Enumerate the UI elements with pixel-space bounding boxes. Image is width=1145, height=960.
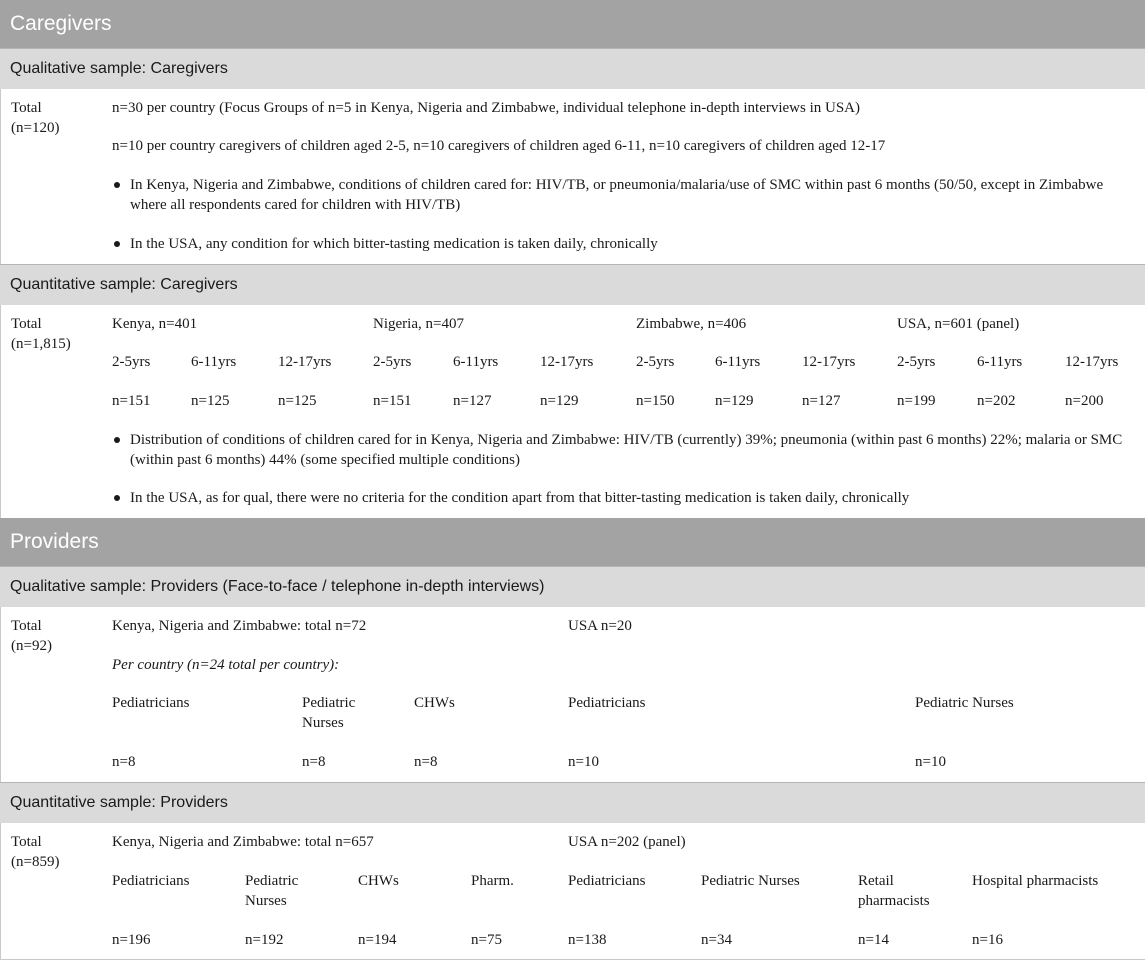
qual-caregivers-row-2: n=10 per country caregivers of children aged 2-5, n=10 caregivers of children aged 6-11, n=10 caregivers of children aged 12-17 — [102, 127, 1145, 167]
qual-count-cell: n=10 — [558, 743, 906, 783]
quant-role-cell: Pharm. — [461, 862, 559, 922]
quant-count-cell: n=14 — [848, 921, 963, 960]
count-cell: n=129 — [705, 382, 793, 422]
qual-caregivers-row-1: n=30 per country (Focus Groups of n=5 in Kenya, Nigeria and Zimbabwe, individual telephone in-depth interviews in USA) — [102, 89, 1145, 128]
qual-count-cell: n=8 — [404, 743, 559, 783]
quant-role-cell: Pediatric Nurses — [691, 862, 849, 922]
total-cell-qual-caregivers — [0, 89, 103, 265]
bullet-dot — [114, 437, 120, 443]
total-label: Total — [11, 618, 42, 634]
bullet-text: In Kenya, Nigeria and Zimbabwe, conditions of children cared for: HIV/TB, or pneumonia/malaria/use of SMC within past 6 months (50/50, except in Zimbabwe where all respondents cared for children with HIV/TB) — [130, 177, 1104, 213]
role-label: Retail pharmacists — [858, 873, 930, 909]
age-cell: 6-11yrs — [705, 343, 793, 383]
count-cell: n=129 — [530, 382, 627, 422]
quant-role-cell — [848, 862, 963, 922]
count-cell: n=202 — [967, 382, 1056, 422]
age-cell: 12-17yrs — [268, 343, 364, 383]
age-cell: 2-5yrs — [102, 343, 182, 383]
bullet-dot — [114, 182, 120, 188]
qual-caregivers-bullet-1 — [102, 166, 1145, 226]
section-heading-providers: Providers — [0, 518, 1145, 567]
count-cell: n=125 — [181, 382, 269, 422]
total-label: Total — [11, 834, 42, 850]
age-cell: 12-17yrs — [792, 343, 888, 383]
subheading-qual-providers: Qualitative sample: Providers (Face-to-face / telephone in-depth interviews) — [0, 566, 1145, 608]
count-cell: n=151 — [102, 382, 182, 422]
age-cell: 2-5yrs — [887, 343, 968, 383]
bullet-text: In the USA, as for qual, there were no criteria for the condition apart from that bitter-tasting medication is taken daily, chronically — [130, 490, 910, 506]
age-cell: 2-5yrs — [363, 343, 444, 383]
qual-knz-total: Kenya, Nigeria and Zimbabwe: total n=72 — [102, 607, 559, 647]
qual-role-cell — [292, 684, 405, 744]
qual-role-cell: Pediatric Nurses — [905, 684, 1145, 744]
qual-caregivers-bullet-2 — [102, 225, 1145, 265]
bullet-dot — [114, 241, 120, 247]
country-nigeria: Nigeria, n=407 — [363, 305, 627, 344]
section-heading-caregivers: Caregivers — [0, 0, 1145, 49]
count-cell: n=125 — [268, 382, 364, 422]
total-label: Total — [11, 100, 42, 116]
total-n: (n=120) — [11, 120, 60, 136]
age-cell: 2-5yrs — [626, 343, 706, 383]
quant-usa-total: USA n=202 (panel) — [558, 823, 1145, 863]
age-cell: 6-11yrs — [181, 343, 269, 383]
total-n: (n=859) — [11, 854, 60, 870]
quant-role-cell: CHWs — [348, 862, 462, 922]
qual-role-cell: CHWs — [404, 684, 559, 744]
qual-count-cell: n=8 — [292, 743, 405, 783]
quant-caregivers-bullet-2 — [102, 479, 1145, 519]
quant-knz-total: Kenya, Nigeria and Zimbabwe: total n=657 — [102, 823, 559, 863]
count-cell: n=150 — [626, 382, 706, 422]
country-usa: USA, n=601 (panel) — [887, 305, 1145, 344]
age-cell: 12-17yrs — [1055, 343, 1145, 383]
age-cell: 12-17yrs — [530, 343, 627, 383]
country-zimbabwe: Zimbabwe, n=406 — [626, 305, 888, 344]
quant-count-cell: n=16 — [962, 921, 1145, 960]
count-cell: n=127 — [792, 382, 888, 422]
quant-role-cell: Pediatricians — [102, 862, 236, 922]
bullet-text: In the USA, any condition for which bitter-tasting medication is taken daily, chronically — [130, 236, 658, 252]
country-kenya: Kenya, n=401 — [102, 305, 364, 344]
total-n: (n=92) — [11, 638, 52, 654]
total-cell-quant-caregivers — [0, 305, 103, 519]
count-cell: n=151 — [363, 382, 444, 422]
total-n: (n=1,815) — [11, 336, 71, 352]
total-cell-quant-providers — [0, 823, 103, 960]
qual-count-cell: n=8 — [102, 743, 293, 783]
qual-count-cell: n=10 — [905, 743, 1145, 783]
count-cell: n=127 — [443, 382, 531, 422]
qual-role-cell: Pediatricians — [558, 684, 906, 744]
quant-count-cell: n=196 — [102, 921, 236, 960]
bullet-dot — [114, 495, 120, 501]
qual-role-cell: Pediatricians — [102, 684, 293, 744]
age-cell: 6-11yrs — [443, 343, 531, 383]
qual-usa-total: USA n=20 — [558, 607, 1145, 685]
quant-count-cell: n=192 — [235, 921, 349, 960]
quant-role-cell: Pediatricians — [558, 862, 692, 922]
quant-count-cell: n=138 — [558, 921, 692, 960]
subheading-quant-providers: Quantitative sample: Providers — [0, 782, 1145, 824]
subheading-qual-caregivers: Qualitative sample: Caregivers — [0, 48, 1145, 90]
qual-per-country: Per country (n=24 total per country): — [102, 646, 559, 685]
role-label: Pediatric Nurses — [245, 873, 299, 909]
quant-role-cell: Hospital pharmacists — [962, 862, 1145, 922]
subheading-quant-caregivers: Quantitative sample: Caregivers — [0, 264, 1145, 306]
quant-caregivers-bullet-1 — [102, 421, 1145, 480]
count-cell: n=200 — [1055, 382, 1145, 422]
quant-role-cell — [235, 862, 349, 922]
quant-count-cell: n=34 — [691, 921, 849, 960]
quant-count-cell: n=75 — [461, 921, 559, 960]
role-label: Pediatric Nurses — [302, 695, 356, 731]
total-label: Total — [11, 316, 42, 332]
quant-count-cell: n=194 — [348, 921, 462, 960]
bullet-text: Distribution of conditions of children cared for in Kenya, Nigeria and Zimbabwe: HIV/TB (currently) 39%; pneumonia (within past 6 months) 22%; malaria or SMC (within past 6 months) 44% (some specified multiple conditions) — [130, 432, 1123, 468]
age-cell: 6-11yrs — [967, 343, 1056, 383]
count-cell: n=199 — [887, 382, 968, 422]
total-cell-qual-providers — [0, 607, 103, 783]
